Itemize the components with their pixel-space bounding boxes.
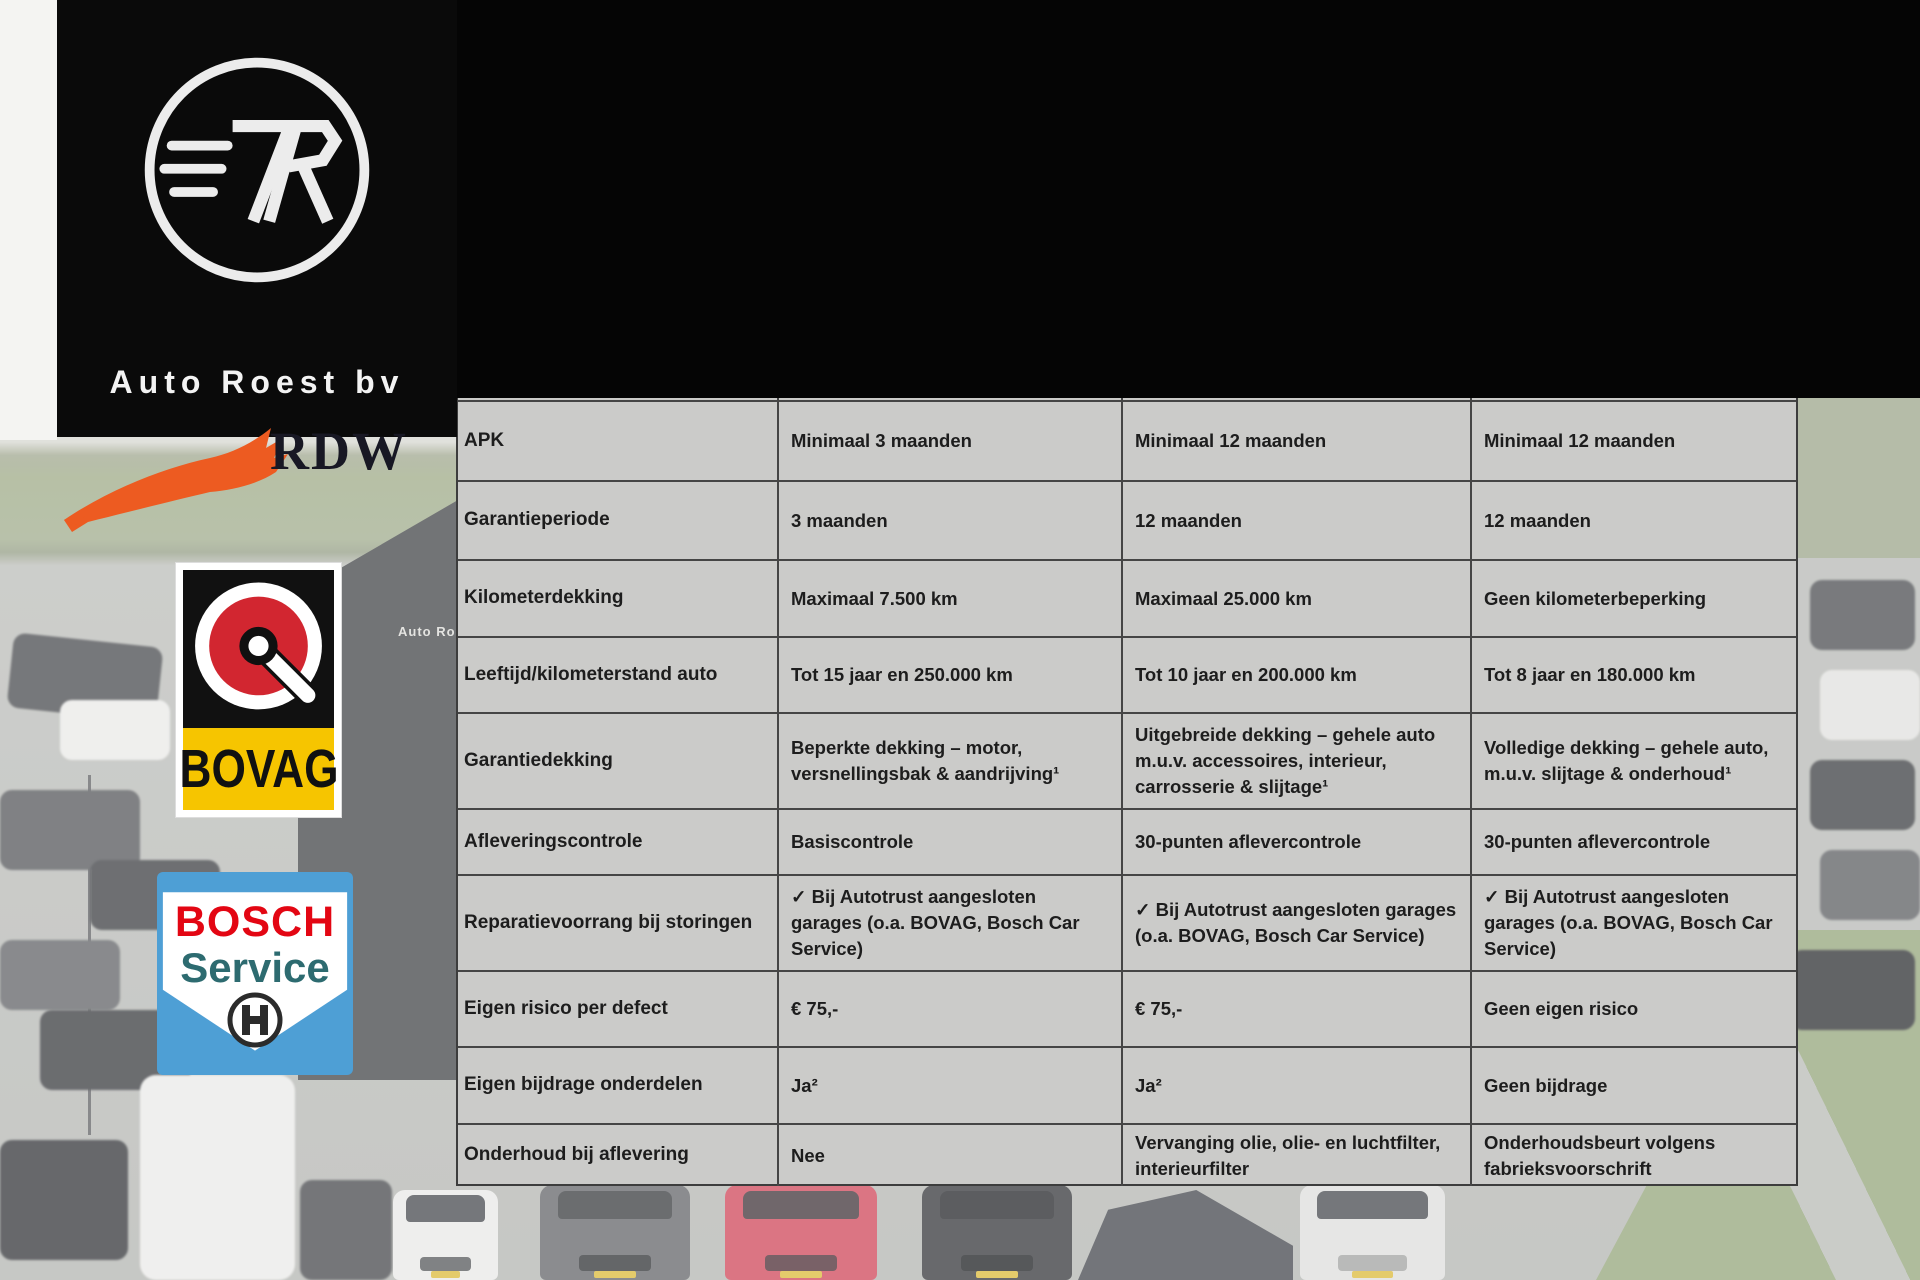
table-cell (777, 972, 1121, 1046)
parked-car (0, 790, 140, 870)
cell-text: 12 maanden (1484, 509, 1591, 531)
table-cell (777, 402, 1121, 480)
cell-text: Garantiedekking (464, 749, 613, 771)
table-row (458, 480, 1796, 559)
cell-text: Tot 15 jaar en 250.000 km (791, 664, 1013, 686)
cell-text: Leeftijd/kilometerstand auto (464, 663, 718, 685)
parked-car (60, 700, 170, 760)
table-cell (1470, 482, 1796, 559)
white-van (140, 1075, 295, 1280)
table-cell (1470, 638, 1796, 712)
table-row (458, 1123, 1796, 1186)
building-sign: Auto Ro (398, 624, 456, 639)
trees (1797, 398, 1920, 558)
table-cell (1121, 972, 1470, 1046)
cell-text: Geen bijdrage (1484, 1074, 1608, 1096)
table-cell (777, 638, 1121, 712)
row-label (458, 714, 777, 808)
table-cell (1470, 714, 1796, 808)
bosch-armature-icon (225, 990, 285, 1050)
rdw-logo (58, 408, 418, 548)
cell-text: ✓ Bij Autotrust aangesloten garages (o.a. BOVAG, Bosch Car Service) (1135, 899, 1457, 946)
bovag-wordmark: BOVAG (178, 739, 339, 799)
cell-text: 12 maanden (1135, 509, 1242, 531)
table-cell (777, 1048, 1121, 1123)
table-cell (1470, 1125, 1796, 1186)
auto-roest-monogram-icon (135, 48, 379, 292)
table-cell (1121, 638, 1470, 712)
parked-car (0, 1140, 128, 1260)
table-cell (777, 561, 1121, 636)
table-cell (1470, 972, 1796, 1046)
cell-text: Garantieperiode (464, 509, 610, 531)
parked-car (1790, 950, 1915, 1030)
cell-text: Kilometerdekking (464, 587, 624, 609)
cell-text: ✓ Bij Autotrust aangesloten garages (o.a. BOVAG, Bosch Car Service) (1484, 886, 1773, 959)
table-row (458, 1046, 1796, 1123)
cell-text: Volledige dekking – gehele auto, m.u.v. slijtage & onderhoud¹ (1484, 737, 1769, 784)
table-cell (777, 1125, 1121, 1186)
cell-text: Maximaal 25.000 km (1135, 587, 1312, 609)
cell-text: 30-punten aflevercontrole (1484, 831, 1711, 853)
cell-text: Geen kilometerbeperking (1484, 587, 1707, 609)
table-row (458, 712, 1796, 808)
table-row (458, 400, 1796, 480)
row-label (458, 1125, 777, 1186)
cell-text: Onderhoud bij aflevering (464, 1144, 689, 1166)
bosch-service-wordmark: Service (180, 944, 330, 991)
table-cell (1470, 810, 1796, 874)
cell-text: Ja² (1135, 1074, 1162, 1096)
row-label (458, 810, 777, 874)
table-row (458, 874, 1796, 970)
bovag-logo (175, 562, 342, 818)
cell-text: 3 maanden (791, 509, 888, 531)
table-row (458, 970, 1796, 1046)
cell-text: Minimaal 3 maanden (791, 430, 972, 452)
cell-text: Eigen risico per defect (464, 997, 668, 1019)
table-cell (777, 714, 1121, 808)
row-label (458, 876, 777, 970)
rdw-flame-icon (58, 422, 288, 542)
covered-trailer (1078, 1190, 1293, 1280)
auto-roest-logo-box (57, 0, 457, 437)
cell-text: Nee (791, 1144, 825, 1166)
red-car (725, 1185, 877, 1280)
cell-text: Reparatievoorrang bij storingen (464, 911, 753, 933)
parked-car (1810, 580, 1915, 650)
cell-text: Beperkte dekking – motor, versnellingsbak & aandrijving¹ (791, 737, 1060, 784)
table-row (458, 808, 1796, 874)
table-cell (1121, 402, 1470, 480)
table-cell (1121, 1048, 1470, 1123)
table-cell (777, 876, 1121, 970)
bovag-yellow-band (178, 728, 339, 810)
table-cell (1121, 714, 1470, 808)
table-row (458, 559, 1796, 636)
cell-text: Ja² (791, 1074, 818, 1096)
cell-text: APK (464, 429, 505, 451)
cell-text: ✓ Bij Autotrust aangesloten garages (o.a. BOVAG, Bosch Car Service) (791, 886, 1080, 959)
cell-text: Eigen bijdrage onderdelen (464, 1074, 703, 1096)
black-car (922, 1185, 1072, 1280)
cell-text: Minimaal 12 maanden (1135, 430, 1327, 452)
cell-text: € 75,- (791, 998, 839, 1020)
row-label (458, 638, 777, 712)
cell-text: Vervanging olie, olie- en luchtfilter, interieurfilter (1135, 1131, 1441, 1179)
cell-text: Minimaal 12 maanden (1484, 430, 1676, 452)
parked-car (0, 940, 120, 1010)
cell-text: Tot 8 jaar en 180.000 km (1484, 664, 1696, 686)
parked-car (300, 1180, 392, 1280)
table-cell (777, 482, 1121, 559)
table-cell (1470, 1048, 1796, 1123)
cell-text: Maximaal 7.500 km (791, 587, 958, 609)
bosch-wordmark: BOSCH (174, 898, 336, 946)
table-cell (777, 810, 1121, 874)
cell-text: € 75,- (1135, 998, 1183, 1020)
parked-car (1820, 850, 1920, 920)
table-cell (1470, 876, 1796, 970)
table-cell (1121, 876, 1470, 970)
row-label (458, 972, 777, 1046)
table-cell (1470, 561, 1796, 636)
cell-text: Tot 10 jaar en 200.000 km (1135, 664, 1357, 686)
cell-text: Geen eigen risico (1484, 998, 1639, 1020)
table-cell (1121, 810, 1470, 874)
row-label (458, 1048, 777, 1123)
rdw-wordmark: RDW (270, 421, 408, 481)
table-cell (1121, 482, 1470, 559)
cell-text: Uitgebreide dekking – gehele auto m.u.v. accessoires, interieur, carrosserie & slijtage¹ (1135, 724, 1436, 797)
white-van-front (1300, 1185, 1445, 1280)
bovag-emblem (183, 570, 334, 728)
row-label (458, 561, 777, 636)
white-car (393, 1190, 498, 1280)
bosch-service-logo (157, 872, 353, 1075)
row-label (458, 482, 777, 559)
parked-car (1820, 670, 1920, 740)
left-white-strip (0, 0, 57, 440)
table-row (458, 636, 1796, 712)
company-name: Auto Roest bv (109, 364, 405, 400)
cell-text: Afleveringscontrole (464, 830, 643, 852)
cell-text: 30-punten aflevercontrole (1135, 831, 1362, 853)
cell-text: Onderhoudsbeurt volgens fabrieksvoorschrift (1484, 1131, 1716, 1179)
table-cell (1121, 1125, 1470, 1186)
gray-car (540, 1185, 690, 1280)
parked-car (1810, 760, 1915, 830)
row-label (458, 402, 777, 480)
cell-text: Basiscontrole (791, 831, 914, 853)
table-cell (1470, 402, 1796, 480)
table-cell (1121, 561, 1470, 636)
